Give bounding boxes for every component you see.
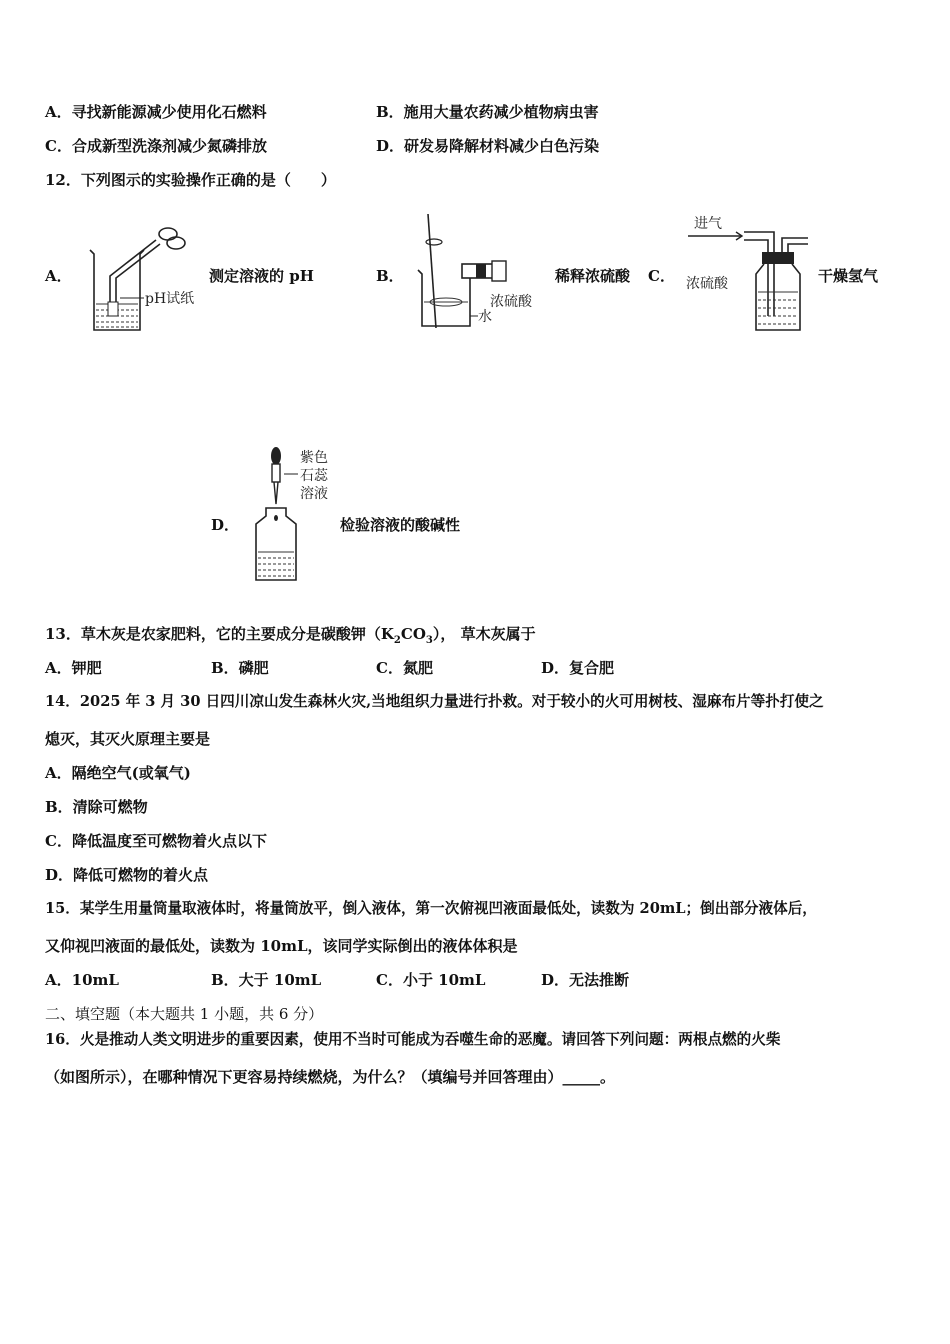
q12-option-a-text: 测定溶液的 pH xyxy=(209,267,314,285)
dilute-acid-figure xyxy=(410,210,550,334)
ph-test-figure xyxy=(78,218,208,336)
q13-stem: 13．草木灰是农家肥料，它的主要成分是碳酸钾$(K_2CO_3)$， 草木灰属于 xyxy=(45,625,536,646)
q14-option-c: C．降低温度至可燃物着火点以下 xyxy=(45,832,267,850)
q16-stem-line1: 16．火是推动人类文明进步的重要因素，使用不当时可能成为吞噬生命的恶魔。请回答下列问题：两根点燃的火柴 xyxy=(45,1031,781,1048)
q16-stem-line2: （如图所示），在哪种情况下更容易持续燃烧，为什么？（填编号并回答理由）_____。 xyxy=(45,1068,616,1086)
conc-acid-label-c: 浓硫酸 xyxy=(686,276,728,292)
purple-label: 紫色 xyxy=(300,450,328,466)
q12-option-a-letter: A． xyxy=(45,267,72,285)
q14-stem-line1: 14．2025 年 3 月 30 日四川凉山发生森林火灾,当地组织力量进行扑救。对于较小的火可用树枝、湿麻布片等扑打使之 xyxy=(45,693,824,710)
q13-option-a: A．钾肥 xyxy=(45,659,102,677)
dry-hydrogen-figure xyxy=(682,208,814,334)
q15-option-a: A．10mL xyxy=(45,971,119,989)
q13-option-b: B．磷肥 xyxy=(211,659,269,677)
q15-stem-line2: 又仰视凹液面的最低处，读数为 10mL，该同学实际倒出的液体体积是 xyxy=(45,937,518,955)
solution-label: 溶液 xyxy=(300,486,328,502)
q11-option-d: D．研发易降解材料减少白色污染 xyxy=(376,137,600,155)
ph-paper-label: pH试纸 xyxy=(145,291,195,307)
q12-option-d-text: 检验溶液的酸碱性 xyxy=(340,516,461,534)
litmus-test-figure xyxy=(250,444,342,586)
q15-stem-line1: 15．某学生用量筒量取液体时，将量筒放平，倒入液体，第一次俯视凹液面最低处，读数为 20mL；倒出部分液体后， xyxy=(45,900,817,917)
q11-option-b: B．施用大量农药减少植物病虫害 xyxy=(376,103,599,121)
section-title: 二、填空题（本大题共 1 小题，共 6 分） xyxy=(45,1005,324,1023)
q13-option-d: D．复合肥 xyxy=(541,659,615,677)
q12-option-c-letter: C． xyxy=(648,267,675,285)
q12-option-b-text: 稀释浓硫酸 xyxy=(555,267,631,285)
q15-option-c: C．小于 10mL xyxy=(376,971,486,989)
q11-option-c: C．合成新型洗涤剂减少氮磷排放 xyxy=(45,137,267,155)
q13-option-c: C．氮肥 xyxy=(376,659,433,677)
q14-stem-line2: 熄灭，其灭火原理主要是 xyxy=(45,730,211,748)
litmus-label: 石蕊 xyxy=(300,468,328,484)
q14-option-b: B．清除可燃物 xyxy=(45,798,148,816)
conc-acid-label: 浓硫酸 xyxy=(490,294,532,310)
q14-option-d: D．降低可燃物的着火点 xyxy=(45,866,209,884)
gas-in-label: 进气 xyxy=(694,216,722,232)
q15-option-d: D．无法推断 xyxy=(541,971,630,989)
q14-option-a: A．隔绝空气(或氧气) xyxy=(45,764,191,782)
q12-stem: 12．下列图示的实验操作正确的是（ ） xyxy=(45,171,336,189)
water-label: 水 xyxy=(478,309,492,325)
q11-option-a: A．寻找新能源减少使用化石燃料 xyxy=(45,103,267,121)
q12-option-d-letter: D． xyxy=(211,516,240,534)
q12-option-b-letter: B． xyxy=(376,267,404,285)
q15-option-b: B．大于 10mL xyxy=(211,971,322,989)
q12-option-c-text: 干燥氢气 xyxy=(818,267,879,285)
